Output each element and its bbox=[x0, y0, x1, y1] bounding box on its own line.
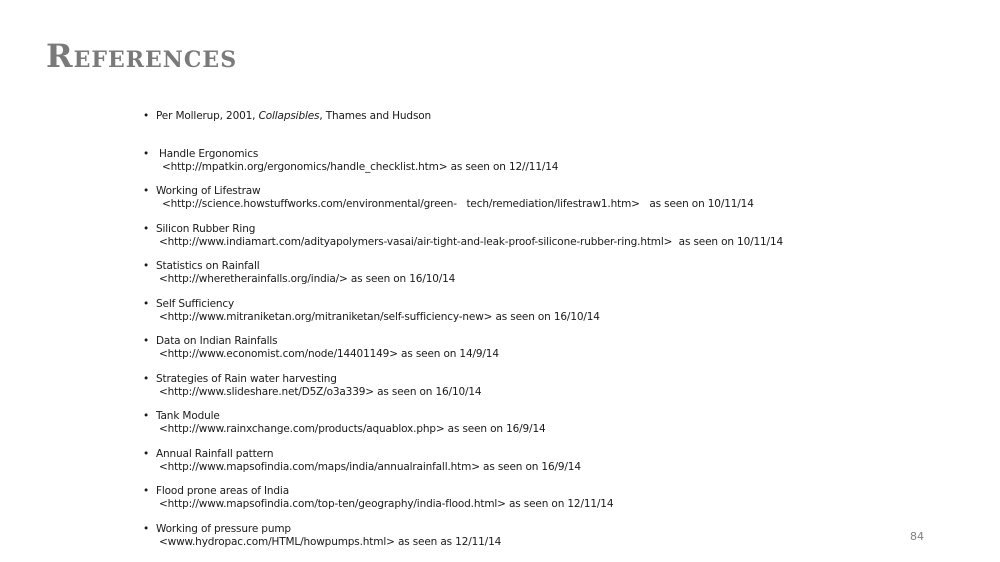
reference-publisher: , Thames and Hudson bbox=[319, 110, 432, 122]
bullet-icon: • bbox=[143, 522, 150, 535]
reference-source: <www.hydropac.com/HTML/howpumps.html> as seen as 12/11/14 bbox=[159, 535, 502, 548]
reference-topic: Strategies of Rain water harvesting bbox=[156, 372, 337, 385]
reference-topic: Handle Ergonomics bbox=[159, 147, 259, 160]
reference-source: <http://wheretherainfalls.org/india/> as seen on 16/10/14 bbox=[159, 273, 456, 285]
reference-source: <http://science.howstuffworks.com/environmental/green- tech/remediation/lifestraw1.htm> as seen on 10/11/14 bbox=[162, 198, 754, 210]
reference-topic: Flood prone areas of India bbox=[156, 485, 289, 497]
reference-topic: Self Sufficiency bbox=[156, 297, 235, 310]
reference-topic: Working of Lifestraw bbox=[156, 185, 261, 197]
reference-source: <http://www.rainxchange.com/products/aquablox.php> as seen on 16/9/14 bbox=[159, 423, 546, 435]
reference-topic: Silicon Rubber Ring bbox=[156, 222, 256, 235]
page-number: 84 bbox=[910, 530, 924, 543]
reference-source: <http://www.economist.com/node/14401149> as seen on 14/9/14 bbox=[159, 348, 499, 360]
reference-item bbox=[143, 223, 963, 261]
bullet-icon: • bbox=[143, 447, 150, 460]
bullet-icon: • bbox=[143, 147, 150, 160]
bullet-icon: • bbox=[143, 485, 150, 497]
reference-topic: Statistics on Rainfall bbox=[156, 260, 260, 272]
bullet-icon: • bbox=[143, 335, 150, 347]
reference-source: <http://www.slideshare.net/D5Z/o3a339> as seen on 16/10/14 bbox=[159, 385, 482, 398]
bullet-icon: • bbox=[143, 372, 150, 385]
bullet-icon: • bbox=[143, 260, 150, 272]
bullet-icon: • bbox=[143, 297, 150, 310]
reference-citation bbox=[156, 110, 963, 123]
reference-source: <http://www.mapsofindia.com/top-ten/geography/india-flood.html> as seen on 12/11/14 bbox=[159, 498, 614, 510]
reference-source: <http://www.mitraniketan.org/mitraniketan/self-sufficiency-new> as seen on 16/10/14 bbox=[159, 310, 600, 323]
bullet-icon: • bbox=[143, 222, 150, 235]
reference-item bbox=[143, 485, 963, 523]
reference-source: <http://www.mapsofindia.com/maps/india/annualrainfall.htm> as seen on 16/9/14 bbox=[159, 460, 581, 473]
reference-item bbox=[143, 373, 963, 411]
reference-item bbox=[143, 185, 963, 223]
reference-author: Per Mollerup, 2001, bbox=[156, 110, 259, 122]
reference-topic: Tank Module bbox=[156, 410, 220, 422]
bullet-icon: • bbox=[143, 110, 150, 122]
bullet-icon: • bbox=[143, 410, 150, 422]
reference-item bbox=[143, 110, 963, 148]
reference-item bbox=[143, 523, 963, 561]
references-list bbox=[143, 110, 963, 560]
slide-title: References bbox=[46, 37, 238, 75]
reference-item bbox=[143, 410, 963, 448]
reference-item bbox=[143, 260, 963, 298]
reference-source: <http://mpatkin.org/ergonomics/handle_checklist.htm> as seen on 12//11/14 bbox=[162, 160, 559, 173]
bullet-icon: • bbox=[143, 185, 150, 197]
reference-item bbox=[143, 148, 963, 186]
reference-topic: Working of pressure pump bbox=[156, 522, 291, 535]
reference-topic: Data on Indian Rainfalls bbox=[156, 335, 278, 347]
reference-topic: Annual Rainfall pattern bbox=[156, 447, 274, 460]
reference-item bbox=[143, 448, 963, 486]
reference-book-title: Collapsibles bbox=[258, 110, 320, 122]
reference-item bbox=[143, 335, 963, 373]
reference-item bbox=[143, 298, 963, 336]
reference-source: <http://www.indiamart.com/adityapolymers-vasai/air-tight-and-leak-proof-silicone-rubber-ring.html> as seen on 10/11/14 bbox=[159, 235, 784, 248]
